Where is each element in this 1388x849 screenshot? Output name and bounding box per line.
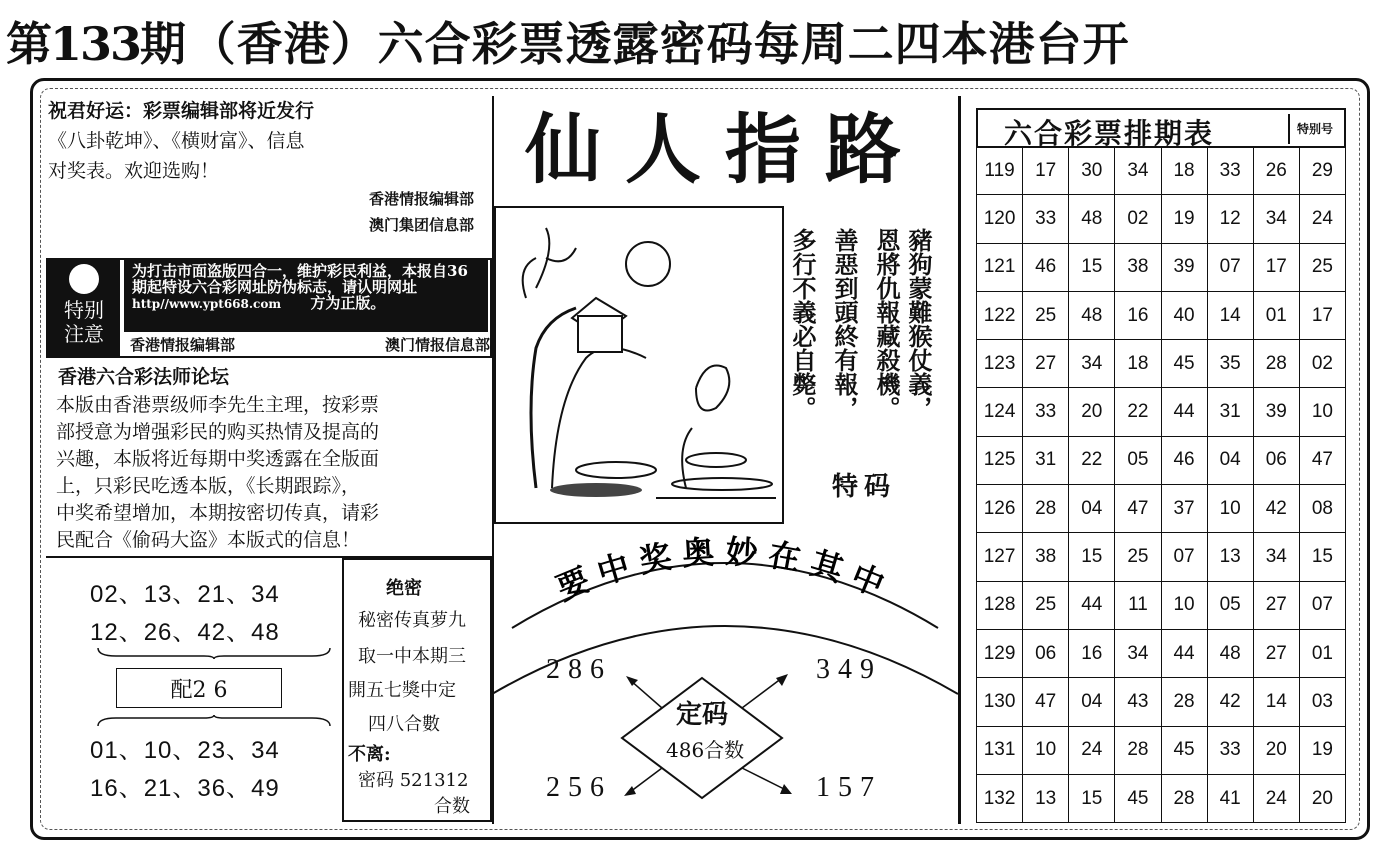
table-row — [977, 533, 1346, 581]
table-row — [977, 147, 1346, 195]
number-cell: 47 — [1115, 485, 1161, 533]
table-title: 六合彩票排期表 — [1004, 117, 1215, 150]
number-cell: 48 — [1069, 195, 1115, 243]
number-cell: 47 — [1023, 678, 1069, 726]
number-cell: 20 — [1299, 774, 1345, 822]
number-cell: 02 — [1115, 195, 1161, 243]
number-cell: 48 — [1207, 629, 1253, 677]
numbers-row3: 01、10、23、34 — [90, 737, 280, 764]
forum-title: 香港六合彩法师论坛 — [58, 366, 230, 388]
number-cell: 27 — [1253, 629, 1299, 677]
table-row — [977, 340, 1346, 388]
brace-bottom — [96, 714, 332, 728]
special-label: 特别号 — [1288, 114, 1340, 144]
code-bottom-left: 256 — [546, 772, 612, 803]
number-cell: 17 — [1023, 147, 1069, 195]
number-cell: 24 — [1069, 726, 1115, 774]
number-cell: 18 — [1115, 340, 1161, 388]
numbers-row2: 12、26、42、48 — [90, 619, 280, 646]
arch-block — [492, 528, 958, 824]
number-cell: 27 — [1023, 340, 1069, 388]
number-cell: 44 — [1161, 629, 1207, 677]
notice-side-top: 特别 — [64, 298, 104, 322]
verse-line: 善惡到頭終有報， — [830, 228, 859, 420]
arch-text: 要中奖奥妙在其中 — [551, 532, 899, 608]
number-cell: 05 — [1115, 436, 1161, 484]
number-cell: 25 — [1023, 581, 1069, 629]
number-cell: 22 — [1069, 436, 1115, 484]
number-cell: 31 — [1207, 388, 1253, 436]
number-cell: 34 — [1253, 195, 1299, 243]
number-cell: 28 — [1161, 774, 1207, 822]
xianren-title: 仙人指路 — [525, 105, 925, 194]
number-cell: 34 — [1115, 147, 1161, 195]
brace-top — [96, 646, 332, 660]
number-cell: 44 — [1161, 388, 1207, 436]
number-cell: 17 — [1299, 291, 1345, 339]
number-cell: 33 — [1207, 726, 1253, 774]
illustration — [494, 206, 784, 524]
verse-line: 恩將仇報藏殺機。 — [872, 228, 901, 420]
number-cell: 45 — [1115, 774, 1161, 822]
number-cell: 28 — [1253, 340, 1299, 388]
number-cell: 24 — [1253, 774, 1299, 822]
issue-cell: 119 — [977, 147, 1023, 195]
number-cell: 16 — [1115, 291, 1161, 339]
number-cell: 08 — [1299, 485, 1345, 533]
verse-line: 多行不義必自斃。 — [788, 228, 817, 420]
number-cell: 15 — [1069, 533, 1115, 581]
numbers-row4: 16、21、36、49 — [90, 775, 280, 802]
table-row — [977, 629, 1346, 677]
ad-line2: 《八卦乾坤》、《横财富》、信息 — [48, 130, 305, 152]
number-cell: 42 — [1253, 485, 1299, 533]
issue-cell: 129 — [977, 629, 1023, 677]
ad-signature2: 澳门集团信息部 — [368, 216, 474, 234]
number-cell: 27 — [1253, 581, 1299, 629]
numbers-row1: 02、13、21、34 — [90, 581, 280, 608]
number-cell: 38 — [1115, 243, 1161, 291]
code-top-right: 349 — [816, 654, 882, 685]
notice-foot-right: 澳门情报信息部 — [384, 336, 490, 354]
number-cell: 29 — [1299, 147, 1345, 195]
secret-code: 密码 521312 — [358, 770, 469, 791]
number-cell: 07 — [1299, 581, 1345, 629]
secret-line: 開五七獎中定 — [348, 680, 456, 701]
issue-cell: 132 — [977, 774, 1023, 822]
number-cell: 22 — [1115, 388, 1161, 436]
forum-line: 民配合《偷码大盗》本版式的信息！ — [56, 529, 361, 551]
issue-cell: 120 — [977, 195, 1023, 243]
number-cell: 10 — [1161, 581, 1207, 629]
number-cell: 16 — [1069, 629, 1115, 677]
number-cell: 06 — [1253, 436, 1299, 484]
number-cell: 48 — [1069, 291, 1115, 339]
notice-url-note: 方为正版。 — [310, 294, 386, 312]
number-cell: 46 — [1161, 436, 1207, 484]
dingma-label: 定码 — [676, 700, 729, 730]
number-cell: 14 — [1253, 678, 1299, 726]
number-cell: 45 — [1161, 726, 1207, 774]
number-cell: 25 — [1299, 243, 1345, 291]
number-cell: 43 — [1115, 678, 1161, 726]
issue-cell: 123 — [977, 340, 1023, 388]
number-cell: 18 — [1161, 147, 1207, 195]
table-row — [977, 581, 1346, 629]
number-cell: 05 — [1207, 581, 1253, 629]
number-cell: 19 — [1161, 195, 1207, 243]
dingma-sum: 486合数 — [666, 738, 745, 762]
number-cell: 33 — [1023, 195, 1069, 243]
number-cell: 20 — [1069, 388, 1115, 436]
number-cell: 34 — [1253, 533, 1299, 581]
forum-line: 中奖希望增加，本期按密切传真，请彩 — [56, 502, 380, 524]
number-cell: 13 — [1023, 774, 1069, 822]
number-cell: 12 — [1207, 195, 1253, 243]
forum-line: 兴趣，本版将近每期中奖透露在全版面 — [56, 448, 380, 470]
number-cell: 28 — [1115, 726, 1161, 774]
notice-side — [48, 260, 120, 356]
schedule-table-block — [962, 96, 1360, 824]
number-cell: 01 — [1299, 629, 1345, 677]
number-cell: 37 — [1161, 485, 1207, 533]
numbers-block — [44, 560, 342, 822]
number-cell: 03 — [1299, 678, 1345, 726]
number-cell: 42 — [1207, 678, 1253, 726]
secret-line: 四八合數 — [368, 714, 440, 735]
number-cell: 13 — [1207, 533, 1253, 581]
number-cell: 07 — [1161, 533, 1207, 581]
number-cell: 11 — [1115, 581, 1161, 629]
issue-cell: 130 — [977, 678, 1023, 726]
number-cell: 17 — [1253, 243, 1299, 291]
number-cell: 30 — [1069, 147, 1115, 195]
secret-line: 取一中本期三 — [358, 646, 466, 667]
number-cell: 31 — [1023, 436, 1069, 484]
notice-text: 为打击市面盗版四合一，维护彩民利益，本报自36期起特设六合彩网址防伪标志，请认明网址 — [132, 262, 468, 296]
divider-right — [958, 96, 961, 824]
table-header — [976, 108, 1346, 148]
number-cell: 20 — [1253, 726, 1299, 774]
secret-block — [342, 558, 492, 822]
number-cell: 33 — [1023, 388, 1069, 436]
number-cell: 07 — [1207, 243, 1253, 291]
table-row — [977, 726, 1346, 774]
number-cell: 02 — [1299, 340, 1345, 388]
notice-side-bottom: 注意 — [64, 322, 104, 346]
issue-number: 第133期 — [6, 17, 185, 71]
code-top-left: 286 — [546, 654, 612, 685]
number-cell: 15 — [1069, 243, 1115, 291]
issue-cell: 126 — [977, 485, 1023, 533]
issue-cell: 127 — [977, 533, 1023, 581]
number-cell: 24 — [1299, 195, 1345, 243]
ad-signature1: 香港情报编辑部 — [368, 190, 474, 208]
issue-cell: 121 — [977, 243, 1023, 291]
table-row — [977, 291, 1346, 339]
page-title — [6, 8, 1306, 78]
number-cell: 01 — [1253, 291, 1299, 339]
number-cell: 46 — [1023, 243, 1069, 291]
number-cell: 15 — [1069, 774, 1115, 822]
number-cell: 15 — [1299, 533, 1345, 581]
ad-block — [48, 96, 492, 254]
number-cell: 06 — [1023, 629, 1069, 677]
table-row — [977, 436, 1346, 484]
number-cell: 28 — [1023, 485, 1069, 533]
table-row — [977, 774, 1346, 822]
secret-buli: 不离: — [348, 744, 391, 765]
forum-line: 部授意为增强彩民的购买热情及提高的 — [56, 421, 380, 443]
number-cell: 38 — [1023, 533, 1069, 581]
code-bottom-right: 157 — [816, 772, 882, 803]
number-cell: 34 — [1069, 340, 1115, 388]
number-cell: 45 — [1161, 340, 1207, 388]
number-cell: 35 — [1207, 340, 1253, 388]
number-cell: 25 — [1115, 533, 1161, 581]
issue-cell: 128 — [977, 581, 1023, 629]
number-cell: 34 — [1115, 629, 1161, 677]
number-cell: 10 — [1207, 485, 1253, 533]
number-cell: 25 — [1023, 291, 1069, 339]
number-cell: 39 — [1161, 243, 1207, 291]
number-cell: 04 — [1069, 485, 1115, 533]
ad-line1: 祝君好运：彩票编辑部将近发行 — [48, 100, 315, 122]
ad-line3: 对奖表。欢迎选购！ — [48, 160, 220, 182]
number-cell: 04 — [1207, 436, 1253, 484]
number-cell: 40 — [1161, 291, 1207, 339]
notice-body — [124, 260, 488, 332]
secret-line: 秘密传真萝九 — [358, 610, 466, 631]
number-cell: 33 — [1207, 147, 1253, 195]
table-row — [977, 485, 1346, 533]
issue-cell: 122 — [977, 291, 1023, 339]
forum-line: 本版由香港票级师李先生主理，按彩票 — [56, 394, 380, 416]
notice-foot — [130, 334, 490, 355]
secret-title: 绝密 — [386, 578, 422, 599]
number-cell: 14 — [1207, 291, 1253, 339]
pair-box: 配2 6 — [116, 668, 282, 708]
table-row — [977, 388, 1346, 436]
number-cell: 04 — [1069, 678, 1115, 726]
number-cell: 39 — [1253, 388, 1299, 436]
number-cell: 44 — [1069, 581, 1115, 629]
landscape-illustration — [496, 208, 782, 522]
number-cell: 28 — [1161, 678, 1207, 726]
forum-line: 上，只彩民吃透本版，《长期跟踪》， — [56, 475, 361, 497]
issue-cell: 131 — [977, 726, 1023, 774]
number-cell: 41 — [1207, 774, 1253, 822]
notice-foot-left: 香港情报编辑部 — [130, 336, 236, 354]
table-row — [977, 243, 1346, 291]
issue-cell: 125 — [977, 436, 1023, 484]
number-cell: 10 — [1299, 388, 1345, 436]
table-row — [977, 678, 1346, 726]
number-cell: 26 — [1253, 147, 1299, 195]
verse-line: 豬狗蒙難猴仗義， — [904, 228, 933, 420]
tema-label: 特码 — [832, 472, 897, 502]
number-cell: 10 — [1023, 726, 1069, 774]
number-cell: 19 — [1299, 726, 1345, 774]
title-text: （香港）六合彩票透露密码每周二四本港台开 — [189, 17, 1130, 71]
forum-block — [48, 362, 492, 552]
issue-cell: 124 — [977, 388, 1023, 436]
table-row — [977, 195, 1346, 243]
schedule-table — [976, 146, 1346, 823]
notice-url: http//www.ypt668.com — [132, 297, 282, 311]
notice-block — [46, 258, 492, 358]
ball-icon — [69, 264, 99, 294]
secret-sum: 合数 — [434, 796, 470, 817]
number-cell: 47 — [1299, 436, 1345, 484]
